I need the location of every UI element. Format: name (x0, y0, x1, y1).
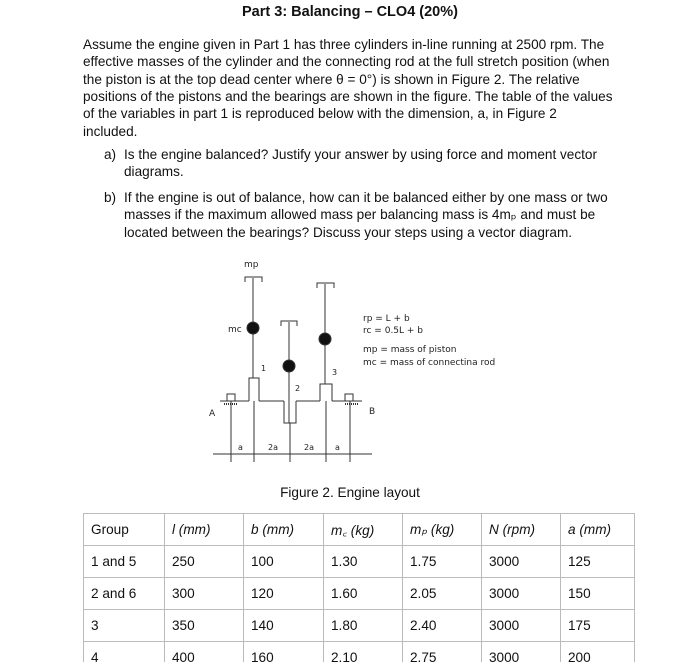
table-header-cell: m꜀ (kg) (324, 514, 403, 546)
question-line: diagrams. (124, 164, 184, 180)
cylinder-number: 1 (261, 364, 267, 373)
table-cell: 3 (84, 610, 165, 642)
table-cell: 1.75 (403, 546, 482, 578)
table-header-cell: N (rpm) (482, 514, 561, 546)
legend-line: mp = mass of piston (363, 345, 457, 355)
table-cell: 3000 (482, 546, 561, 578)
table-cell: 1 and 5 (84, 546, 165, 578)
table-row (84, 578, 635, 610)
table-cell: 175 (561, 610, 635, 642)
variables-table (83, 513, 635, 662)
table-cell: 140 (244, 610, 324, 642)
question-line: If the engine is out of balance, how can it be balanced either by one mass or two (124, 190, 608, 205)
table-cell: 1.80 (324, 610, 403, 642)
cylinder-2 (281, 321, 297, 423)
table-cell: 160 (244, 642, 324, 662)
mc-label: mc (228, 325, 242, 335)
paragraph-line: the piston is at the top dead center where θ = 0°) is shown in Figure 2. The relative (83, 71, 580, 87)
table-cell: 150 (561, 578, 635, 610)
cylinder-number: 2 (295, 384, 301, 393)
bearing-b-label: B (369, 407, 376, 417)
mp-label: mp (244, 260, 259, 270)
table-cell: 1.30 (324, 546, 403, 578)
dim-label: 2a (268, 443, 278, 452)
paragraph-line: Assume the engine given in Part 1 has three cylinders in-line running at 2500 rpm. The (83, 37, 605, 52)
table-row (84, 546, 635, 578)
dim-label: a (238, 443, 243, 452)
paragraph-line: positions of the pistons and the bearings are shown in the figure. The table of the values (83, 88, 613, 104)
paragraph-line: of the variables in part 1 is reproduced below with the dimension, a, in Figure 2 (83, 106, 557, 122)
table-cell: 100 (244, 546, 324, 578)
table-header-cell: Group (84, 514, 165, 546)
table-header-cell: l (mm) (165, 514, 244, 546)
crankshaft (213, 394, 372, 462)
table-cell: 2.10 (324, 642, 403, 662)
cylinder-3 (317, 283, 334, 401)
cylinder-1 (245, 277, 262, 401)
table-header-cell: mₚ (kg) (403, 514, 482, 546)
table-cell: 2.40 (403, 610, 482, 642)
paragraph-line: included. (83, 123, 138, 139)
question-line: Is the engine balanced? Justify your answer by using force and moment vector (124, 147, 598, 162)
cylinder-number: 3 (332, 368, 338, 377)
legend-line: mc = mass of connectina rod (363, 358, 496, 368)
table-cell: 3000 (482, 642, 561, 662)
table-cell: 350 (165, 610, 244, 642)
table-header-row (84, 514, 635, 546)
table-header-cell: a (mm) (561, 514, 635, 546)
table-cell: 2.05 (403, 578, 482, 610)
question-line: masses if the maximum allowed mass per balancing mass is 4mₚ and must be (124, 207, 596, 223)
table-cell: 3000 (482, 610, 561, 642)
paragraph-line: effective masses of the cylinder and the connecting rod at the full stretch position (when (83, 54, 610, 70)
table-row (84, 610, 635, 642)
table-cell: 120 (244, 578, 324, 610)
table-cell: 4 (84, 642, 165, 662)
table-header-cell: b (mm) (244, 514, 324, 546)
legend-line: rc = 0.5L + b (363, 326, 424, 336)
table-cell: 250 (165, 546, 244, 578)
table-cell: 2.75 (403, 642, 482, 662)
table-cell: 200 (561, 642, 635, 662)
bearing-a-label: A (209, 409, 216, 419)
table-cell: 400 (165, 642, 244, 662)
table-cell: 125 (561, 546, 635, 578)
table-cell: 300 (165, 578, 244, 610)
section-title: Part 3: Balancing – CLO4 (20%) (242, 4, 458, 20)
legend-line: rp = L + b (363, 314, 410, 324)
table-cell: 3000 (482, 578, 561, 610)
table-row (84, 642, 635, 662)
dim-label: 2a (304, 443, 314, 452)
question-marker: a) (104, 147, 117, 162)
question-line: located between the bearings? Discuss your steps using a vector diagram. (124, 224, 573, 240)
figure-caption: Figure 2. Engine layout (280, 485, 420, 500)
table-cell: 2 and 6 (84, 578, 165, 610)
dim-label: a (335, 443, 340, 452)
question-marker: b) (104, 190, 117, 205)
table-cell: 1.60 (324, 578, 403, 610)
